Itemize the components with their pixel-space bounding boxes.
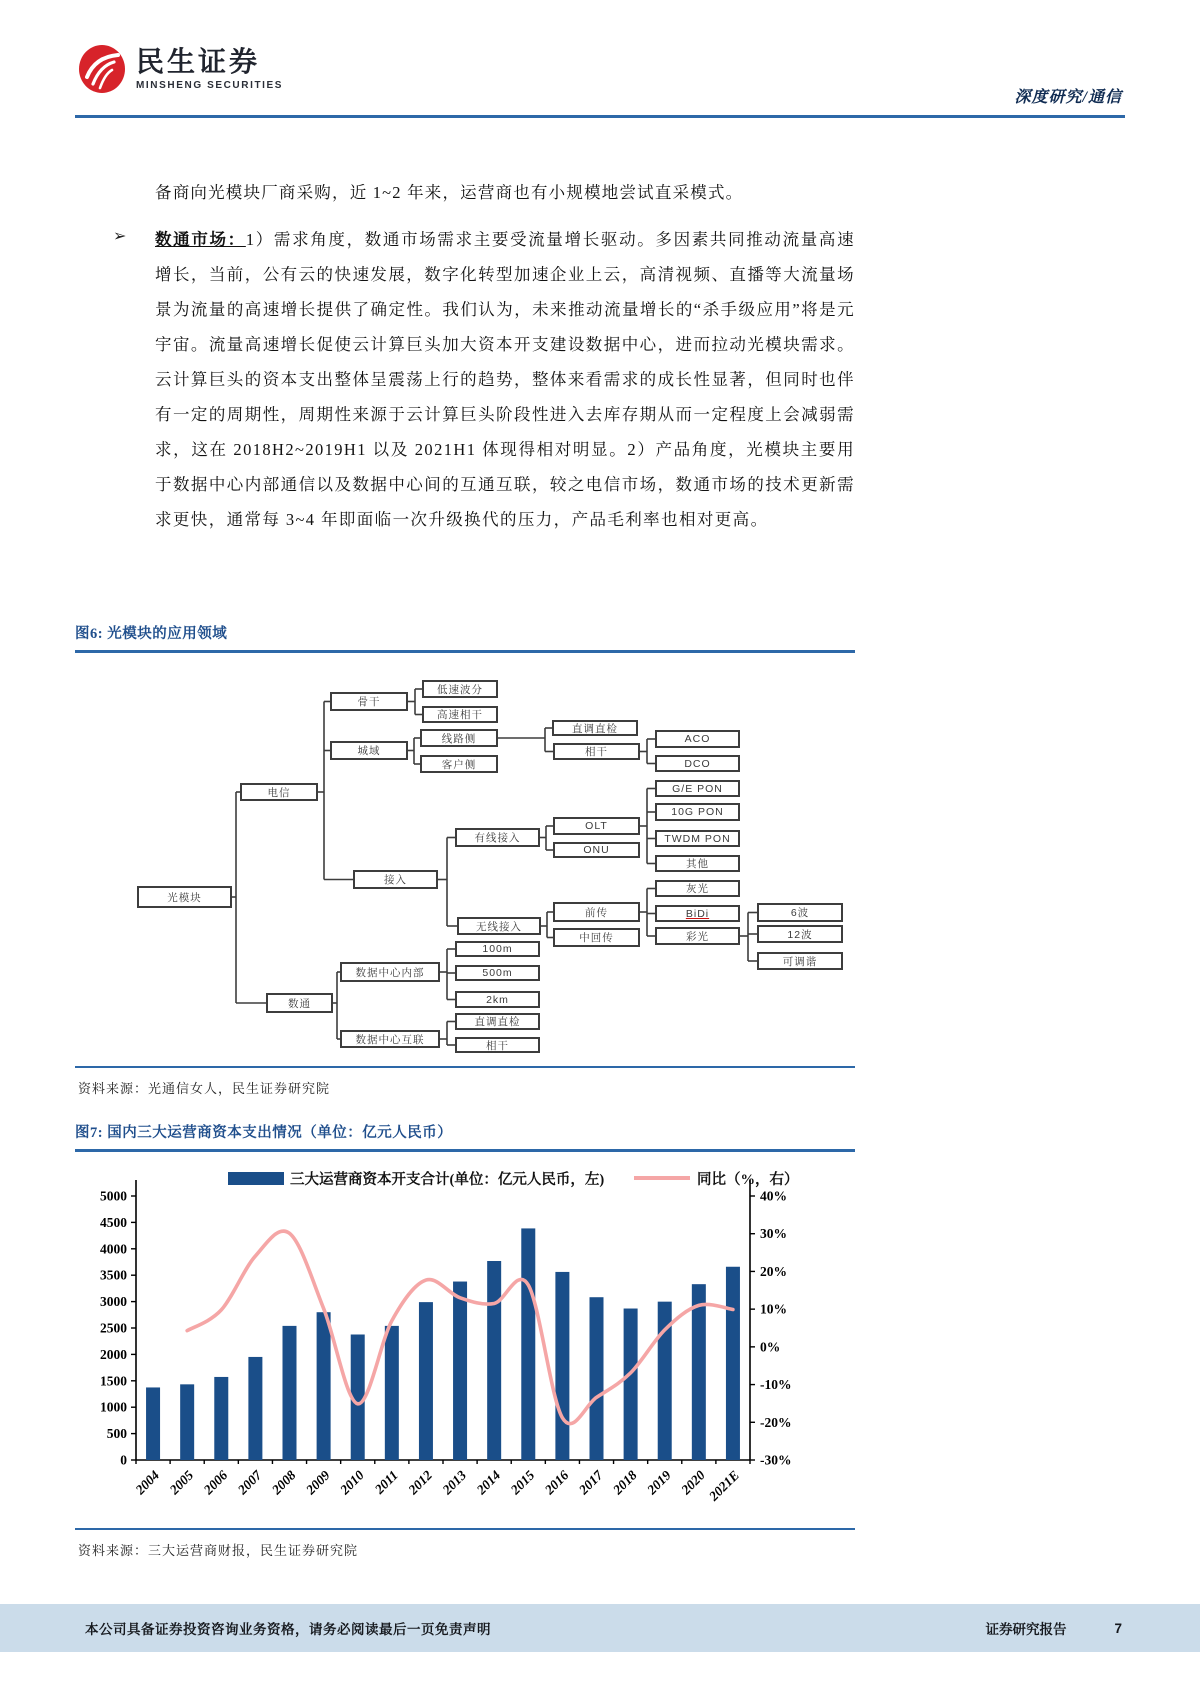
tree-node-bidi: BiDi (655, 905, 740, 922)
svg-text:1000: 1000 (100, 1399, 127, 1415)
footer-page-number: 7 (1114, 1620, 1122, 1636)
svg-text:3000: 3000 (100, 1294, 127, 1310)
tree-node-jieru: 接入 (353, 870, 438, 889)
svg-text:3500: 3500 (100, 1267, 127, 1283)
tree-node-shutong: 数通 (266, 993, 333, 1013)
bullet-paragraph (155, 222, 855, 537)
svg-text:-30%: -30% (760, 1452, 792, 1468)
footer-disclaimer: 本公司具备证券投资咨询业务资格，请务必阅读最后一页免责声明 (85, 1622, 491, 1637)
header-rule (75, 115, 1125, 118)
tree-node-bo6: 6波 (757, 903, 843, 922)
svg-text:5000: 5000 (100, 1188, 127, 1204)
svg-text:0%: 0% (760, 1339, 781, 1355)
tree-node-caiguang: 彩光 (655, 927, 740, 945)
tree-node-dchl: 数据中心互联 (340, 1030, 440, 1048)
tree-node-qita: 其他 (655, 855, 740, 872)
svg-text:2011: 2011 (371, 1467, 401, 1497)
svg-text:-20%: -20% (760, 1414, 792, 1430)
figure6-caption: 图6: 光模块的应用领域 (75, 622, 855, 653)
tree-node-kehuce: 客户侧 (420, 755, 498, 773)
bullet-lead: 数通市场： (155, 230, 246, 249)
svg-text:20%: 20% (760, 1263, 787, 1279)
tree-node-gugan: 骨干 (330, 692, 408, 711)
svg-text:500: 500 (106, 1426, 127, 1442)
svg-text:2004: 2004 (132, 1467, 163, 1498)
tree-node-ketiaoxie: 可调谐 (757, 952, 843, 970)
svg-text:4500: 4500 (100, 1214, 127, 1230)
svg-text:2005: 2005 (166, 1467, 197, 1498)
tree-node-dcnb: 数据中心内部 (340, 962, 440, 982)
minsheng-logo-icon (78, 44, 126, 94)
svg-text:40%: 40% (760, 1188, 787, 1204)
svg-text:2021E: 2021E (705, 1467, 743, 1504)
tree-node-wuxianjr: 无线接入 (457, 917, 541, 935)
figure6-bottom-rule (75, 1066, 855, 1068)
svg-text:2500: 2500 (100, 1320, 127, 1336)
svg-text:2000: 2000 (100, 1346, 127, 1362)
tree-node-youxianjr: 有线接入 (455, 828, 540, 847)
svg-text:4000: 4000 (100, 1241, 127, 1257)
figure6-source: 资料来源：光通信女人，民生证券研究院 (78, 1081, 331, 1096)
svg-text:2018: 2018 (610, 1467, 640, 1498)
svg-text:三大运营商资本开支合计(单位：亿元人民币，左): 三大运营商资本开支合计(单位：亿元人民币，左) (290, 1172, 605, 1188)
brand-subtitle: MINSHENG SECURITIES (136, 80, 284, 91)
tree-node-dianxin: 电信 (240, 783, 318, 801)
svg-text:2010: 2010 (337, 1467, 367, 1498)
tree-node-gepon: G/E PON (655, 780, 740, 797)
tree-node-guangmokuai: 光模块 (137, 886, 232, 908)
svg-text:-10%: -10% (760, 1377, 792, 1393)
svg-text:2016: 2016 (541, 1467, 572, 1498)
bullet-body: 1）需求角度，数通市场需求主要受流量增长驱动。多因素共同推动流量高速增长，当前，公有云的快速发展，数字化转型加速企业上云，高清视频、直播等大流量场景为流量的高速增长提供了确定性。我们认为，未来推动流量增长的“杀手级应用”将是元宇宙。流量高速增长促使云计算巨头加大资本开支建设数据中心，进而拉动光模块需求。云计算巨头的资本支出整体呈震荡上行的趋势，整体来看需求的成长性显著，但同时也伴有一定的周期性，周期性来源于云计算巨头阶段性进入去库存期从而一定程度上会减弱需求，这在 2018H2~2019H1 以及 2021H1 体现得相对明显。2）产品角度，光模块主要用于数据中心内部通信以及数据中心间的互通互联，较之电信市场，数通市场的技术更新需求更快，通常每 3~4 年即面临一次升级换代的压力，产品毛利率也相对更高。 (155, 230, 855, 529)
tree-node-qianchuan: 前传 (553, 902, 640, 922)
figure7-source: 资料来源：三大运营商财报，民生证券研究院 (78, 1543, 359, 1558)
bullet-arrow-icon: ➢ (113, 228, 127, 245)
figure7-chart (78, 1162, 868, 1514)
svg-text:0: 0 (120, 1452, 127, 1468)
figure7-caption: 图7: 国内三大运营商资本支出情况（单位：亿元人民币） (75, 1121, 855, 1152)
brand-name: 民生证券 (136, 46, 261, 77)
tree-node-disubofen: 低速波分 (422, 680, 498, 698)
svg-text:2006: 2006 (200, 1467, 231, 1498)
tree-node-zdzj1: 直调直检 (552, 720, 638, 736)
svg-text:2020: 2020 (678, 1467, 708, 1498)
tree-node-pon10g: 10G PON (655, 803, 740, 821)
svg-text:2015: 2015 (507, 1467, 538, 1498)
tree-node-xg2: 相干 (455, 1037, 540, 1053)
svg-text:30%: 30% (760, 1226, 787, 1242)
tree-node-m500: 500m (455, 965, 540, 981)
svg-text:2019: 2019 (644, 1467, 674, 1498)
tree-node-zdzj2: 直调直检 (455, 1013, 540, 1030)
tree-node-zhonghc: 中回传 (553, 928, 640, 947)
tree-node-chengyu: 城域 (330, 741, 408, 760)
svg-text:1500: 1500 (100, 1373, 127, 1389)
tree-node-xianluce: 线路侧 (420, 729, 498, 747)
svg-text:2014: 2014 (473, 1467, 504, 1498)
tree-node-dco: DCO (655, 755, 740, 772)
capex-bar-line-chart (78, 1162, 868, 1514)
figure7-bottom-rule (75, 1528, 855, 1530)
tree-node-aco: ACO (655, 730, 740, 748)
figure6-tree-diagram (85, 660, 865, 1065)
tree-node-twdm: TWDM PON (655, 830, 740, 847)
svg-text:2013: 2013 (439, 1467, 470, 1498)
paragraph-continuation: 备商向光模块厂商采购，近 1~2 年来，运营商也有小规模地尝试直采模式。 (155, 183, 744, 202)
footer-report-type: 证券研究报告 (985, 1622, 1067, 1637)
brand-logo (78, 44, 283, 94)
svg-text:10%: 10% (760, 1301, 787, 1317)
tree-node-olt: OLT (553, 817, 640, 835)
tree-node-bo12: 12波 (757, 925, 843, 943)
tree-node-onu: ONU (553, 842, 640, 858)
tree-node-m100: 100m (455, 941, 540, 957)
report-category: 深度研究/通信 (1014, 89, 1122, 106)
page-footer (0, 1604, 1200, 1652)
svg-text:2012: 2012 (405, 1467, 436, 1498)
tree-node-xg1: 相干 (553, 743, 640, 760)
svg-text:同比（%，右）: 同比（%，右） (697, 1172, 799, 1188)
svg-text:2008: 2008 (268, 1467, 299, 1498)
svg-text:2017: 2017 (575, 1467, 606, 1498)
svg-text:2007: 2007 (234, 1467, 265, 1498)
svg-text:2009: 2009 (303, 1467, 333, 1498)
tree-node-km2: 2km (455, 991, 540, 1008)
tree-node-gaosuxg: 高速相干 (422, 706, 498, 723)
tree-node-huiguang: 灰光 (655, 880, 740, 897)
